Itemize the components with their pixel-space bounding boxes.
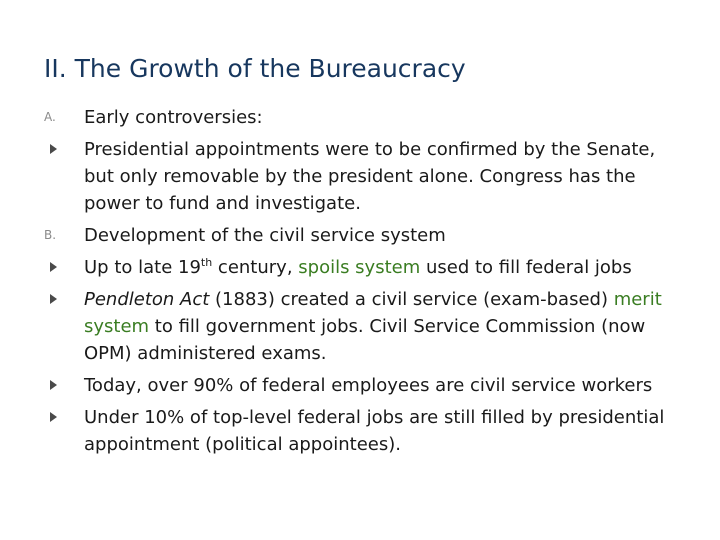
list-item-b xyxy=(44,222,684,249)
item-text: Presidential appointments were to be confirmed by the Senate, but only removable by the president alone. Congress has the power to fund and investigate. xyxy=(84,139,656,214)
right-triangle-icon xyxy=(44,372,70,399)
item-text: Early controversies: xyxy=(84,107,263,128)
item-text: Development of the civil service system xyxy=(84,225,446,246)
item-text-pre: Up to late 19 xyxy=(84,257,201,278)
item-text-post: to fill government jobs. Civil Service Commission (now OPM) administered exams. xyxy=(84,316,646,364)
list-item-today xyxy=(44,372,684,399)
item-text-post: used to fill federal jobs xyxy=(420,257,632,278)
list-item-a xyxy=(44,104,684,131)
ordinal-suffix: th xyxy=(200,256,213,269)
right-triangle-icon xyxy=(44,254,70,281)
pendleton-act-term: Pendleton Act xyxy=(84,289,210,310)
spoils-system-term: spoils system xyxy=(298,257,421,278)
right-triangle-icon xyxy=(44,404,70,431)
list-item-under xyxy=(44,404,684,458)
list-item-senate xyxy=(44,136,684,217)
merit-system-term: merit system xyxy=(84,289,662,337)
item-text-mid: century, xyxy=(212,257,299,278)
list-marker-b: B. xyxy=(44,228,57,242)
item-text-mid: (1883) created a civil service (exam-based) xyxy=(209,289,614,310)
bullet-list xyxy=(44,104,684,463)
list-marker-a: A. xyxy=(44,110,56,124)
item-text: Today, over 90% of federal employees are civil service workers xyxy=(84,375,653,396)
list-item-spoils xyxy=(44,254,684,281)
right-triangle-icon xyxy=(44,136,70,163)
right-triangle-icon xyxy=(44,286,70,313)
list-item-pendleton xyxy=(44,286,684,367)
item-text: Under 10% of top-level federal jobs are still filled by presidential appointment (political appointees). xyxy=(84,407,665,455)
slide-title: II. The Growth of the Bureaucracy xyxy=(44,54,466,83)
